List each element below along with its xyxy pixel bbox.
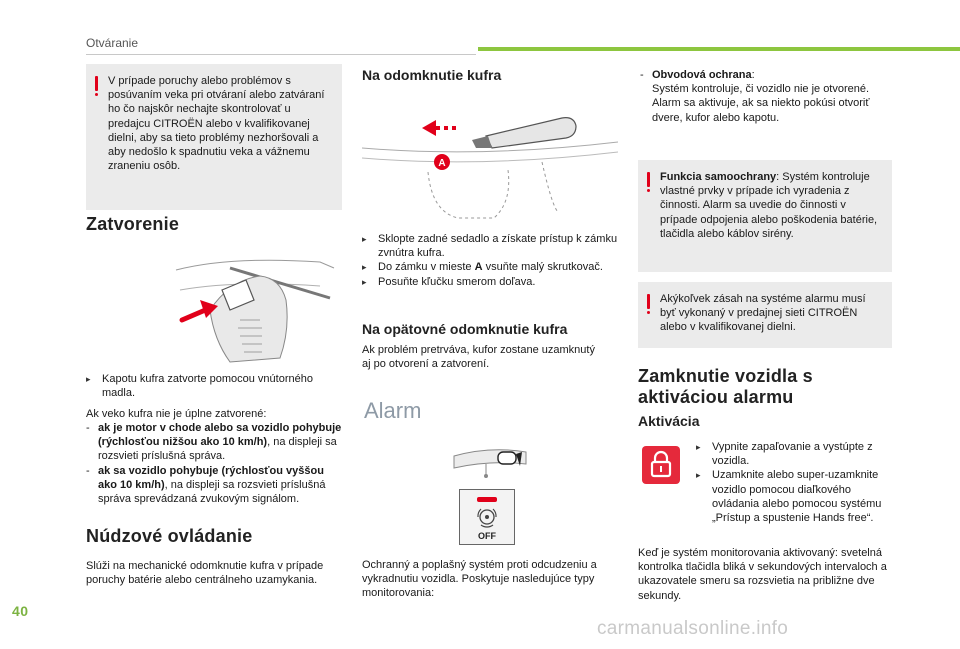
emergency-text: Slúži na mechanické odomknutie kufra v prípade poruchy batérie alebo centrálneho uzamykania.: [86, 560, 324, 587]
self-protection-box: [638, 160, 892, 272]
case2-bold: ak sa vozidlo pohybuje (rýchlosťou vyššou ako 10 km/h): [98, 464, 324, 491]
page-number: 40: [12, 603, 29, 619]
bullet-icon: ▸: [86, 374, 91, 384]
figure-label-a: A: [438, 158, 446, 169]
bullet-icon: ▸: [696, 442, 701, 452]
case-item: - ak je motor v chode alebo sa vozidlo pohybuje (rýchlosťou nižšou ako 10 km/h), na displeji sa rozsvieti príslušná správa.: [86, 422, 342, 463]
unlock-step: ▸ Do zámku v mieste A vsuňte malý skrutkovač.: [362, 261, 603, 274]
trunk-closing-illustration: [170, 250, 338, 366]
watermark: carmanualsonline.info: [597, 618, 789, 639]
not-closed-intro: Ak veko kufra nie je úplne zatvorené:: [86, 408, 267, 420]
closing-step: [86, 372, 342, 400]
lock-alarm-title: Zamknutie vozidla s aktiváciou alarmu: [638, 366, 813, 407]
warning-icon: [646, 294, 652, 316]
closing-step-text: Kapotu kufra zatvorte pomocou vnútorného madla.: [102, 373, 313, 400]
alarm-sensor-illustration: [450, 442, 530, 482]
emergency-title: Núdzové ovládanie: [86, 526, 253, 546]
warning-box-trunk: [86, 64, 342, 210]
lock-button-icon: [642, 446, 680, 484]
self-protection-title: Funkcia samoochrany: [660, 171, 777, 183]
volumetric-item: - Obvodová ochrana: Systém kontroluje, či vozidlo nie je otvorené. Alarm sa aktivuje, ak sa niekto pokúsi otvoriť dvere, kufor alebo kapotu.: [640, 69, 870, 124]
unlock-title: Na odomknutie kufra: [362, 67, 502, 83]
alarm-title: Alarm: [364, 398, 422, 423]
not-closed-cases: [86, 421, 342, 506]
activation-steps: [696, 440, 892, 525]
bullet-icon: ▸: [362, 262, 367, 273]
unlock-steps: [362, 232, 618, 289]
volumetric-text: Systém kontroluje, či vozidlo nie je otvorené. Alarm sa aktivuje, ak sa niekto pokúsi otvoriť dvere, kufor alebo kapotu.: [652, 83, 870, 124]
volumetric-title: Obvodová ochrana: [652, 69, 752, 81]
header-rule: [86, 54, 476, 55]
case1-bold: ak je motor v chode alebo sa vozidlo pohybuje (rýchlosťou nižšou ako 10 km/h): [98, 422, 342, 449]
padlock-icon: [642, 446, 680, 484]
activation-step: ▸ Vypnite zapaľovanie a vystúpte z vozidla.: [696, 441, 873, 468]
activation-title: Aktivácia: [638, 413, 700, 429]
alarm-intro-text: Ochranný a poplašný systém proti odcudzeniu a vykradnutiu vozidla. Poskytuje nasledujúce typy monitorovania:: [362, 559, 597, 600]
warning-icon: [646, 172, 652, 194]
off-label: OFF: [478, 531, 496, 541]
relock-title: Na opätovné odomknutie kufra: [362, 321, 568, 337]
warning-icon: [94, 76, 100, 98]
activation-final-text: Keď je systém monitorovania aktivovaný: svetelná kontrolka tlačidla bliká v sekundových intervaloch a ukazovatele smeru sa rozsvietia na približne dve sekundy.: [638, 547, 887, 602]
trunk-lock-illustration: [362, 102, 618, 224]
case-item: - ak sa vozidlo pohybuje (rýchlosťou vyššou ako 10 km/h), na displeji sa rozsvieti príslušná správa sprevádzaná zvukovým signálom.: [86, 464, 326, 506]
warning-text: V prípade poruchy alebo problémov s posúvaním veka pri otváraní alebo zatváraní ho čo najskôr nechajte skontrolovať u predajcu CITROËN alebo v kvalifikovanej dielni, aby sa tieto problémy nezhoršovali a aby nedošlo k spadnutiu veka a vážnemu zraneniu osôb.: [108, 75, 325, 173]
case2-rest: , na displeji sa rozsvieti príslušná správa sprevádzaná zvukovým signálom.: [98, 478, 326, 506]
unlock-step: ▸ Posuňte kľučku smerom doľava.: [362, 275, 536, 288]
alarm-off-button: [459, 489, 515, 545]
bullet-icon: ▸: [362, 276, 367, 287]
header-section-label: Otváranie: [86, 36, 139, 50]
self-protection-text: : Systém kontroluje vlastné prvky v prípade ich vyradenia z činnosti. Alarm sa uvedie do činnosti v prípade odpojenia alebo poškodenia batérie, tlačidla alebo káblov sirény.: [660, 171, 878, 240]
relock-text: Ak problém pretrváva, kufor zostane uzamknutý aj po otvorení a zatvorení.: [362, 344, 595, 371]
warning-box-alarm: [638, 282, 892, 348]
header-accent-bar: [478, 47, 960, 51]
alarm-warning-text: Akýkoľvek zásah na systéme alarmu musí byť vykonaný v predajnej sieti CITROËN alebo v kvalifikovanej dielni.: [660, 293, 866, 334]
bullet-icon: ▸: [362, 234, 367, 244]
unlock-step: ▸ Sklopte zadné sedadlo a získate prístup k zámku zvnútra kufra.: [362, 233, 618, 260]
activation-step: ▸ Uzamknite alebo super-uzamknite vozidlo pomocou diaľkového ovládania alebo pomocou systému „Prístup a spustenie Hands free“.: [696, 469, 882, 525]
bullet-icon: ▸: [696, 470, 701, 481]
case1-rest: , na displeji sa rozsvieti príslušná správa.: [98, 436, 337, 463]
closing-title: Zatvorenie: [86, 214, 180, 234]
